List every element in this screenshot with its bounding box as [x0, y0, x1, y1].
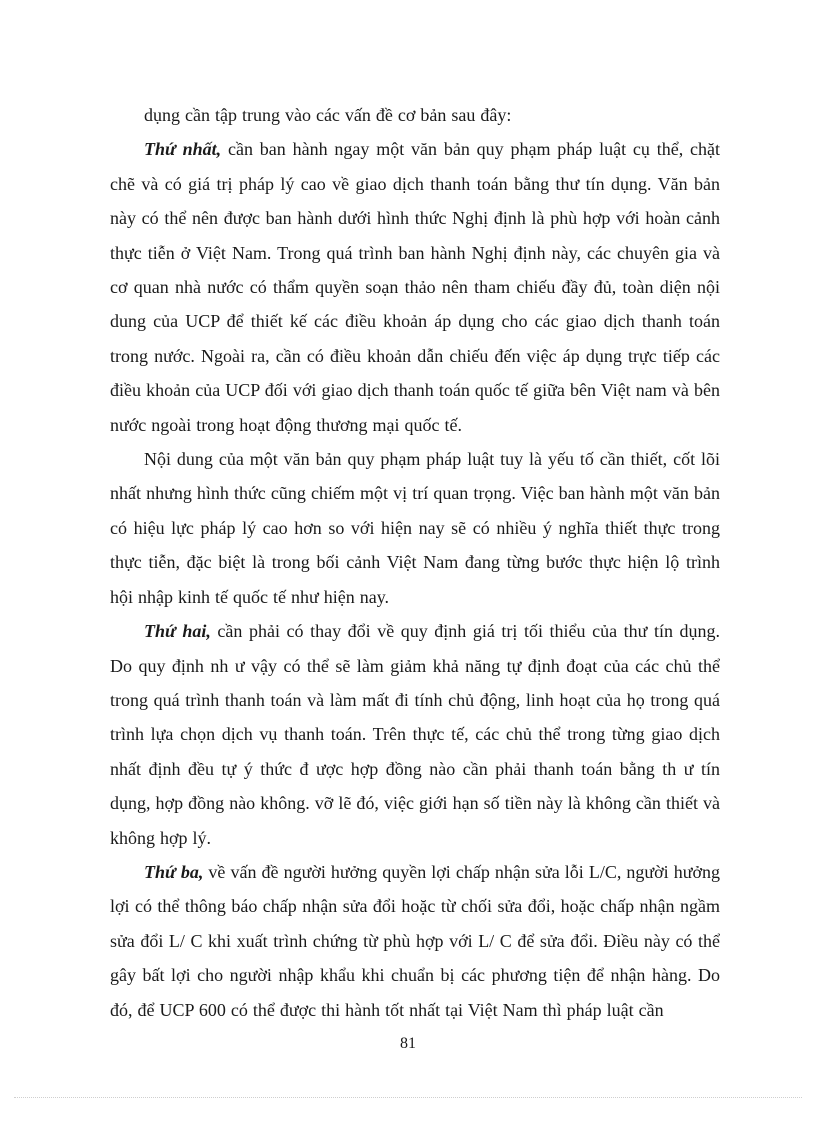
paragraph-text: cần phải có thay đổi về quy định giá trị tối thiểu của thư tín dụng. Do quy định nh ư vậy có thể sẽ làm giảm khả năng tự định đoạt của các chủ thể trong quá trình thanh toán và làm mất đi tính chủ động, linh hoạt của họ trong quá trình lựa chọn dịch vụ thanh toán. Trên thực tế, các chủ thể trong từng giao dịch nhất định đều tự ý thức đ ược hợp đồng nào cần phải thanh toán bằng th ư tín dụng, hợp đồng nào không. vỡ lẽ đó, việc giới hạn số tiền này là không cần thiết và không hợp lý. — [110, 621, 721, 848]
paragraph-second — [110, 614, 720, 855]
paragraph-lead: Thứ nhất, — [144, 139, 222, 160]
paragraph-third — [110, 855, 720, 1027]
paragraph-lead: Thứ ba, — [144, 861, 204, 882]
paragraph-lead: Thứ hai, — [144, 621, 211, 642]
paragraph-text: Nội dung của một văn bản quy phạm pháp luật tuy là yếu tố cần thiết, cốt lõi nhất nhưng hình thức cũng chiếm một vị trí quan trọng. Việc ban hành một văn bản có hiệu lực pháp lý cao hơn so với hiện nay sẽ có nhiều ý nghĩa thiết thực trong thực tiễn, đặc biệt là trong bối cảnh Việt Nam đang từng bước thực hiện lộ trình hội nhập kinh tế quốc tế như hiện nay. — [110, 449, 720, 607]
paragraph-form-importance — [110, 442, 720, 614]
paragraph-first — [110, 132, 720, 442]
paragraph-continuation — [110, 98, 720, 132]
paragraph-text: về vấn đề người hưởng quyền lợi chấp nhận sửa lỗi L/C, người hưởng lợi có thể thông báo chấp nhận sửa đổi hoặc từ chối sửa đổi, hoặc chấp nhận ngầm sửa đổi L/ C khi xuất trình chứng từ phù hợp với L/ C để sửa đổi. Điều này có thể gây bất lợi cho người nhập khẩu khi chuẩn bị các phương tiện để nhận hàng. Do đó, để UCP 600 có thể được thi hành tốt nhất tại Việt Nam thì pháp luật cần — [110, 861, 720, 1020]
footer-divider — [14, 1097, 802, 1098]
paragraph-text: dụng cần tập trung vào các vấn đề cơ bản sau đây: — [144, 105, 512, 125]
body-text — [110, 98, 720, 1027]
paragraph-text: cần ban hành ngay một văn bản quy phạm pháp luật cụ thể, chặt chẽ và có giá trị pháp lý cao về giao dịch thanh toán bằng thư tín dụng. Văn bản này có thể nên được ban hành dưới hình thức Nghị định là phù hợp với hoàn cảnh thực tiễn ở Việt Nam. Trong quá trình ban hành Nghị định này, các chuyên gia và cơ quan nhà nước có thẩm quyền soạn thảo nên tham chiếu đầy đủ, toàn diện nội dung của UCP để thiết kế các điều khoản áp dụng cho các giao dịch thanh toán trong nước. Ngoài ra, cần có điều khoản dẫn chiếu đến việc áp dụng trực tiếp các điều khoản của UCP đối với giao dịch thanh toán quốc tế giữa bên Việt nam và bên nước ngoài trong hoạt động thương mại quốc tế. — [110, 139, 721, 435]
page-number: 81 — [400, 1035, 416, 1052]
